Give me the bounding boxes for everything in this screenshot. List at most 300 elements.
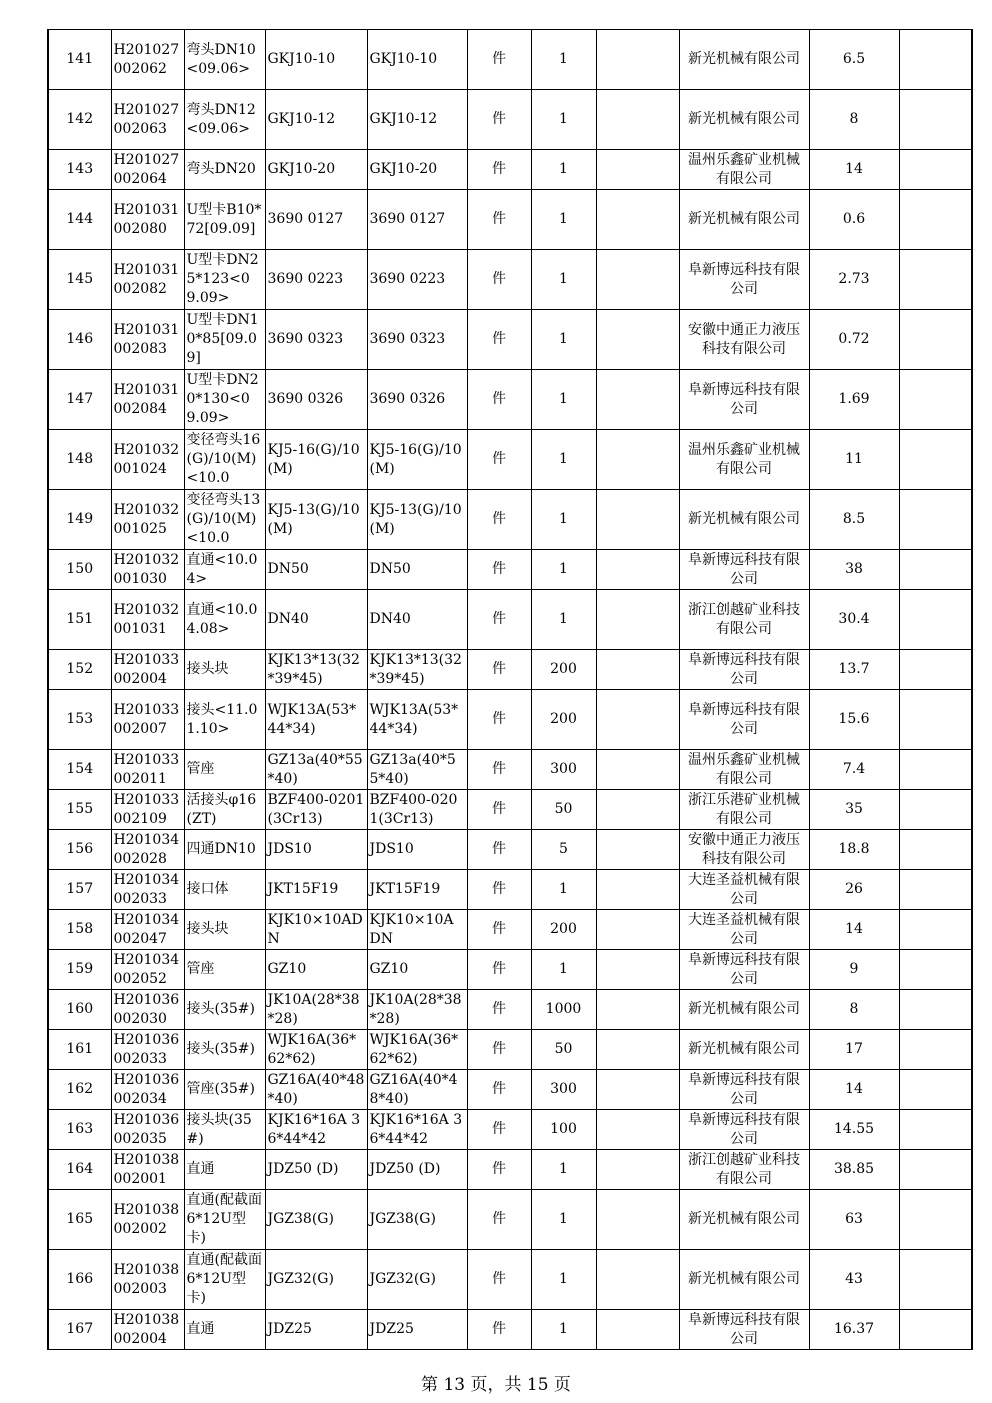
blank-cell <box>596 1190 679 1250</box>
item-name: 弯头DN20 <box>184 150 265 190</box>
table-row <box>48 650 972 690</box>
item-quantity: 1 <box>531 590 596 650</box>
item-quantity: 200 <box>531 650 596 690</box>
item-spec: JGZ32(G) <box>265 1250 367 1310</box>
item-model: JGZ32(G) <box>367 1250 467 1310</box>
item-code: H201034002052 <box>111 950 184 990</box>
item-spec: KJK13*13(32*39*45) <box>265 650 367 690</box>
row-number: 158 <box>48 910 111 950</box>
item-spec: KJ5-13(G)/10(M) <box>265 490 367 550</box>
item-note <box>899 1030 972 1070</box>
item-price: 18.8 <box>809 830 899 870</box>
item-spec: GZ16A(40*48*40) <box>265 1070 367 1110</box>
page-footer: 第 13 页，共 15 页 <box>421 1375 571 1395</box>
table-body <box>48 30 972 1350</box>
table-row <box>48 550 972 590</box>
item-price: 17 <box>809 1030 899 1070</box>
blank-cell <box>596 650 679 690</box>
item-unit: 件 <box>467 1150 531 1190</box>
item-code: H201027002063 <box>111 90 184 150</box>
item-unit: 件 <box>467 190 531 250</box>
blank-cell <box>596 1150 679 1190</box>
item-price: 2.73 <box>809 250 899 310</box>
item-model: GZ10 <box>367 950 467 990</box>
item-model: JK10A(28*38*28) <box>367 990 467 1030</box>
table-row <box>48 1190 972 1250</box>
item-name: 接头(35#) <box>184 1030 265 1070</box>
item-quantity: 1 <box>531 430 596 490</box>
item-code: H201036002035 <box>111 1110 184 1150</box>
item-unit: 件 <box>467 430 531 490</box>
item-unit: 件 <box>467 1110 531 1150</box>
item-price: 0.6 <box>809 190 899 250</box>
item-vendor: 阜新博远科技有限公司 <box>679 690 809 750</box>
item-quantity: 300 <box>531 750 596 790</box>
item-name: 接头(35#) <box>184 990 265 1030</box>
item-note <box>899 90 972 150</box>
item-price: 43 <box>809 1250 899 1310</box>
item-spec: KJ5-16(G)/10(M) <box>265 430 367 490</box>
item-note <box>899 1250 972 1310</box>
item-model: KJ5-16(G)/10(M) <box>367 430 467 490</box>
item-vendor: 阜新博远科技有限公司 <box>679 250 809 310</box>
table-row <box>48 950 972 990</box>
item-vendor: 大连圣益机械有限公司 <box>679 910 809 950</box>
item-vendor: 阜新博远科技有限公司 <box>679 950 809 990</box>
item-model: JKT15F19 <box>367 870 467 910</box>
blank-cell <box>596 690 679 750</box>
blank-cell <box>596 370 679 430</box>
item-model: GKJ10-20 <box>367 150 467 190</box>
item-note <box>899 490 972 550</box>
item-unit: 件 <box>467 90 531 150</box>
item-quantity: 1 <box>531 1150 596 1190</box>
item-model: JDS10 <box>367 830 467 870</box>
item-name: 管座 <box>184 950 265 990</box>
item-spec: GZ10 <box>265 950 367 990</box>
item-vendor: 新光机械有限公司 <box>679 30 809 90</box>
item-note <box>899 650 972 690</box>
item-quantity: 1 <box>531 870 596 910</box>
item-vendor: 新光机械有限公司 <box>679 1250 809 1310</box>
item-spec: GZ13a(40*55*40) <box>265 750 367 790</box>
blank-cell <box>596 750 679 790</box>
item-code: H201036002030 <box>111 990 184 1030</box>
item-unit: 件 <box>467 150 531 190</box>
item-note <box>899 690 972 750</box>
blank-cell <box>596 910 679 950</box>
item-quantity: 200 <box>531 910 596 950</box>
item-unit: 件 <box>467 250 531 310</box>
item-note <box>899 1190 972 1250</box>
blank-cell <box>596 190 679 250</box>
item-code: H201027002062 <box>111 30 184 90</box>
item-vendor: 阜新博远科技有限公司 <box>679 370 809 430</box>
item-price: 8 <box>809 990 899 1030</box>
item-unit: 件 <box>467 370 531 430</box>
blank-cell <box>596 950 679 990</box>
row-number: 165 <box>48 1190 111 1250</box>
item-name: 接头块 <box>184 650 265 690</box>
blank-cell <box>596 990 679 1030</box>
item-price: 7.4 <box>809 750 899 790</box>
item-model: JGZ38(G) <box>367 1190 467 1250</box>
item-name: 管座 <box>184 750 265 790</box>
item-vendor: 安徽中通正力液压科技有限公司 <box>679 310 809 370</box>
row-number: 146 <box>48 310 111 370</box>
item-price: 15.6 <box>809 690 899 750</box>
item-name: U型卡B10*72[09.09] <box>184 190 265 250</box>
item-spec: 3690 0326 <box>265 370 367 430</box>
item-price: 30.4 <box>809 590 899 650</box>
blank-cell <box>596 30 679 90</box>
row-number: 151 <box>48 590 111 650</box>
row-number: 157 <box>48 870 111 910</box>
item-code: H201033002109 <box>111 790 184 830</box>
item-spec: JKT15F19 <box>265 870 367 910</box>
item-quantity: 1 <box>531 90 596 150</box>
item-quantity: 1 <box>531 250 596 310</box>
table-row <box>48 870 972 910</box>
row-number: 166 <box>48 1250 111 1310</box>
row-number: 141 <box>48 30 111 90</box>
item-vendor: 浙江创越矿业科技有限公司 <box>679 1150 809 1190</box>
item-model: 3690 0223 <box>367 250 467 310</box>
row-number: 154 <box>48 750 111 790</box>
item-note <box>899 790 972 830</box>
item-unit: 件 <box>467 30 531 90</box>
item-quantity: 100 <box>531 1110 596 1150</box>
row-number: 153 <box>48 690 111 750</box>
item-model: JDZ25 <box>367 1310 467 1350</box>
blank-cell <box>596 1030 679 1070</box>
item-vendor: 温州乐鑫矿业机械有限公司 <box>679 750 809 790</box>
table-row <box>48 1150 972 1190</box>
item-name: 接头块 <box>184 910 265 950</box>
item-name: 直通<10.04> <box>184 550 265 590</box>
item-spec: JGZ38(G) <box>265 1190 367 1250</box>
item-model: WJK16A(36*62*62) <box>367 1030 467 1070</box>
table-row <box>48 990 972 1030</box>
item-spec: 3690 0127 <box>265 190 367 250</box>
table-row <box>48 430 972 490</box>
item-code: H201033002004 <box>111 650 184 690</box>
table-row <box>48 1070 972 1110</box>
item-spec: JDZ25 <box>265 1310 367 1350</box>
row-number: 162 <box>48 1070 111 1110</box>
row-number: 152 <box>48 650 111 690</box>
item-unit: 件 <box>467 690 531 750</box>
item-spec: WJK13A(53*44*34) <box>265 690 367 750</box>
item-unit: 件 <box>467 1190 531 1250</box>
item-note <box>899 370 972 430</box>
table-row <box>48 150 972 190</box>
item-note <box>899 1070 972 1110</box>
item-model: DN40 <box>367 590 467 650</box>
item-model: 3690 0127 <box>367 190 467 250</box>
row-number: 160 <box>48 990 111 1030</box>
item-vendor: 阜新博远科技有限公司 <box>679 550 809 590</box>
item-code: H201036002033 <box>111 1030 184 1070</box>
item-code: H201038002001 <box>111 1150 184 1190</box>
item-spec: JDS10 <box>265 830 367 870</box>
item-name: 接头<11.01.10> <box>184 690 265 750</box>
item-code: H201038002003 <box>111 1250 184 1310</box>
item-quantity: 50 <box>531 790 596 830</box>
item-vendor: 新光机械有限公司 <box>679 190 809 250</box>
blank-cell <box>596 1310 679 1350</box>
item-model: 3690 0326 <box>367 370 467 430</box>
item-code: H201031002082 <box>111 250 184 310</box>
item-model: WJK13A(53*44*34) <box>367 690 467 750</box>
item-name: 弯头DN12<09.06> <box>184 90 265 150</box>
item-quantity: 200 <box>531 690 596 750</box>
item-note <box>899 950 972 990</box>
item-model: GZ13a(40*55*40) <box>367 750 467 790</box>
item-note <box>899 430 972 490</box>
blank-cell <box>596 90 679 150</box>
item-vendor: 阜新博远科技有限公司 <box>679 1070 809 1110</box>
item-code: H201032001025 <box>111 490 184 550</box>
item-price: 9 <box>809 950 899 990</box>
item-price: 14 <box>809 910 899 950</box>
item-code: H201033002011 <box>111 750 184 790</box>
table-row <box>48 590 972 650</box>
item-quantity: 50 <box>531 1030 596 1070</box>
row-number: 147 <box>48 370 111 430</box>
table-row <box>48 310 972 370</box>
item-quantity: 5 <box>531 830 596 870</box>
item-model: KJ5-13(G)/10(M) <box>367 490 467 550</box>
item-code: H201033002007 <box>111 690 184 750</box>
row-number: 143 <box>48 150 111 190</box>
item-price: 14.55 <box>809 1110 899 1150</box>
item-model: KJK13*13(32*39*45) <box>367 650 467 690</box>
row-number: 155 <box>48 790 111 830</box>
item-quantity: 1 <box>531 370 596 430</box>
item-model: DN50 <box>367 550 467 590</box>
item-name: 弯头DN10<09.06> <box>184 30 265 90</box>
item-code: H201034002033 <box>111 870 184 910</box>
blank-cell <box>596 830 679 870</box>
item-name: U型卡DN20*130<09.09> <box>184 370 265 430</box>
item-unit: 件 <box>467 590 531 650</box>
item-spec: KJK16*16A 36*44*42 <box>265 1110 367 1150</box>
table-row <box>48 490 972 550</box>
item-price: 16.37 <box>809 1310 899 1350</box>
table-row <box>48 250 972 310</box>
table-row <box>48 690 972 750</box>
item-code: H201038002004 <box>111 1310 184 1350</box>
item-note <box>899 310 972 370</box>
item-code: H201027002064 <box>111 150 184 190</box>
item-name: 变径弯头13(G)/10(M)<10.0 <box>184 490 265 550</box>
item-code: H201031002084 <box>111 370 184 430</box>
item-code: H201034002047 <box>111 910 184 950</box>
item-note <box>899 1310 972 1350</box>
item-price: 38.85 <box>809 1150 899 1190</box>
row-number: 145 <box>48 250 111 310</box>
item-vendor: 温州乐鑫矿业机械有限公司 <box>679 430 809 490</box>
item-quantity: 1 <box>531 950 596 990</box>
item-name: 直通<10.04.08> <box>184 590 265 650</box>
table-row <box>48 1250 972 1310</box>
item-quantity: 1 <box>531 1190 596 1250</box>
item-vendor: 新光机械有限公司 <box>679 990 809 1030</box>
item-price: 38 <box>809 550 899 590</box>
item-price: 26 <box>809 870 899 910</box>
item-unit: 件 <box>467 990 531 1030</box>
row-number: 149 <box>48 490 111 550</box>
item-code: H201032001031 <box>111 590 184 650</box>
item-note <box>899 830 972 870</box>
blank-cell <box>596 550 679 590</box>
table-row <box>48 190 972 250</box>
item-model: GKJ10-10 <box>367 30 467 90</box>
item-name: 直通(配截面6*12U型卡) <box>184 1190 265 1250</box>
item-quantity: 1000 <box>531 990 596 1030</box>
table-row <box>48 1030 972 1070</box>
item-note <box>899 250 972 310</box>
row-number: 150 <box>48 550 111 590</box>
item-code: H201038002002 <box>111 1190 184 1250</box>
item-price: 35 <box>809 790 899 830</box>
item-unit: 件 <box>467 490 531 550</box>
blank-cell <box>596 1070 679 1110</box>
item-vendor: 阜新博远科技有限公司 <box>679 650 809 690</box>
item-spec: KJK10×10ADN <box>265 910 367 950</box>
item-vendor: 浙江创越矿业科技有限公司 <box>679 590 809 650</box>
row-number: 167 <box>48 1310 111 1350</box>
item-code: H201031002083 <box>111 310 184 370</box>
item-price: 1.69 <box>809 370 899 430</box>
item-vendor: 安徽中通正力液压科技有限公司 <box>679 830 809 870</box>
item-spec: GKJ10-12 <box>265 90 367 150</box>
item-unit: 件 <box>467 1250 531 1310</box>
parts-table <box>47 29 973 1350</box>
item-vendor: 新光机械有限公司 <box>679 490 809 550</box>
item-note <box>899 590 972 650</box>
row-number: 142 <box>48 90 111 150</box>
item-note <box>899 550 972 590</box>
item-unit: 件 <box>467 550 531 590</box>
item-unit: 件 <box>467 790 531 830</box>
item-name: 活接头φ16 (ZT) <box>184 790 265 830</box>
item-price: 11 <box>809 430 899 490</box>
item-vendor: 新光机械有限公司 <box>679 1030 809 1070</box>
item-note <box>899 150 972 190</box>
blank-cell <box>596 430 679 490</box>
item-price: 13.7 <box>809 650 899 690</box>
item-note <box>899 30 972 90</box>
item-model: KJK16*16A 36*44*42 <box>367 1110 467 1150</box>
item-spec: JDZ50 (D) <box>265 1150 367 1190</box>
item-unit: 件 <box>467 650 531 690</box>
item-spec: DN40 <box>265 590 367 650</box>
item-model: BZF400-0201(3Cr13) <box>367 790 467 830</box>
item-quantity: 1 <box>531 490 596 550</box>
row-number: 159 <box>48 950 111 990</box>
item-unit: 件 <box>467 870 531 910</box>
item-quantity: 1 <box>531 1310 596 1350</box>
row-number: 164 <box>48 1150 111 1190</box>
item-unit: 件 <box>467 1310 531 1350</box>
item-note <box>899 870 972 910</box>
item-vendor: 阜新博远科技有限公司 <box>679 1110 809 1150</box>
item-name: 管座(35#) <box>184 1070 265 1110</box>
item-unit: 件 <box>467 1070 531 1110</box>
blank-cell <box>596 490 679 550</box>
item-price: 63 <box>809 1190 899 1250</box>
item-note <box>899 750 972 790</box>
item-name: 接口体 <box>184 870 265 910</box>
item-code: H201031002080 <box>111 190 184 250</box>
item-model: GKJ10-12 <box>367 90 467 150</box>
item-name: 变径弯头16(G)/10(M)<10.0 <box>184 430 265 490</box>
item-spec: GKJ10-10 <box>265 30 367 90</box>
item-vendor: 大连圣益机械有限公司 <box>679 870 809 910</box>
item-price: 14 <box>809 150 899 190</box>
item-spec: JK10A(28*38*28) <box>265 990 367 1030</box>
table-row <box>48 90 972 150</box>
item-vendor: 浙江乐港矿业机械有限公司 <box>679 790 809 830</box>
blank-cell <box>596 590 679 650</box>
item-unit: 件 <box>467 1030 531 1070</box>
table-row <box>48 830 972 870</box>
item-vendor: 新光机械有限公司 <box>679 1190 809 1250</box>
table-row <box>48 30 972 90</box>
item-quantity: 1 <box>531 310 596 370</box>
item-vendor: 阜新博远科技有限公司 <box>679 1310 809 1350</box>
table-row <box>48 790 972 830</box>
item-price: 14 <box>809 1070 899 1110</box>
item-spec: 3690 0223 <box>265 250 367 310</box>
item-spec: 3690 0323 <box>265 310 367 370</box>
item-vendor: 新光机械有限公司 <box>679 90 809 150</box>
item-price: 0.72 <box>809 310 899 370</box>
item-spec: DN50 <box>265 550 367 590</box>
item-name: 接头块(35#) <box>184 1110 265 1150</box>
table-row <box>48 1110 972 1150</box>
item-name: U型卡DN10*85[09.09] <box>184 310 265 370</box>
item-note <box>899 990 972 1030</box>
item-quantity: 1 <box>531 150 596 190</box>
item-unit: 件 <box>467 750 531 790</box>
item-name: 直通(配截面6*12U型卡) <box>184 1250 265 1310</box>
item-price: 6.5 <box>809 30 899 90</box>
item-price: 8 <box>809 90 899 150</box>
table-row <box>48 370 972 430</box>
item-name: 直通 <box>184 1310 265 1350</box>
item-note <box>899 1150 972 1190</box>
item-quantity: 1 <box>531 1250 596 1310</box>
item-quantity: 1 <box>531 190 596 250</box>
item-note <box>899 190 972 250</box>
item-price: 8.5 <box>809 490 899 550</box>
item-spec: BZF400-0201(3Cr13) <box>265 790 367 830</box>
item-note <box>899 910 972 950</box>
row-number: 163 <box>48 1110 111 1150</box>
blank-cell <box>596 1110 679 1150</box>
item-unit: 件 <box>467 310 531 370</box>
item-unit: 件 <box>467 830 531 870</box>
item-quantity: 300 <box>531 1070 596 1110</box>
item-quantity: 1 <box>531 30 596 90</box>
item-code: H201034002028 <box>111 830 184 870</box>
item-model: 3690 0323 <box>367 310 467 370</box>
blank-cell <box>596 1250 679 1310</box>
item-unit: 件 <box>467 950 531 990</box>
